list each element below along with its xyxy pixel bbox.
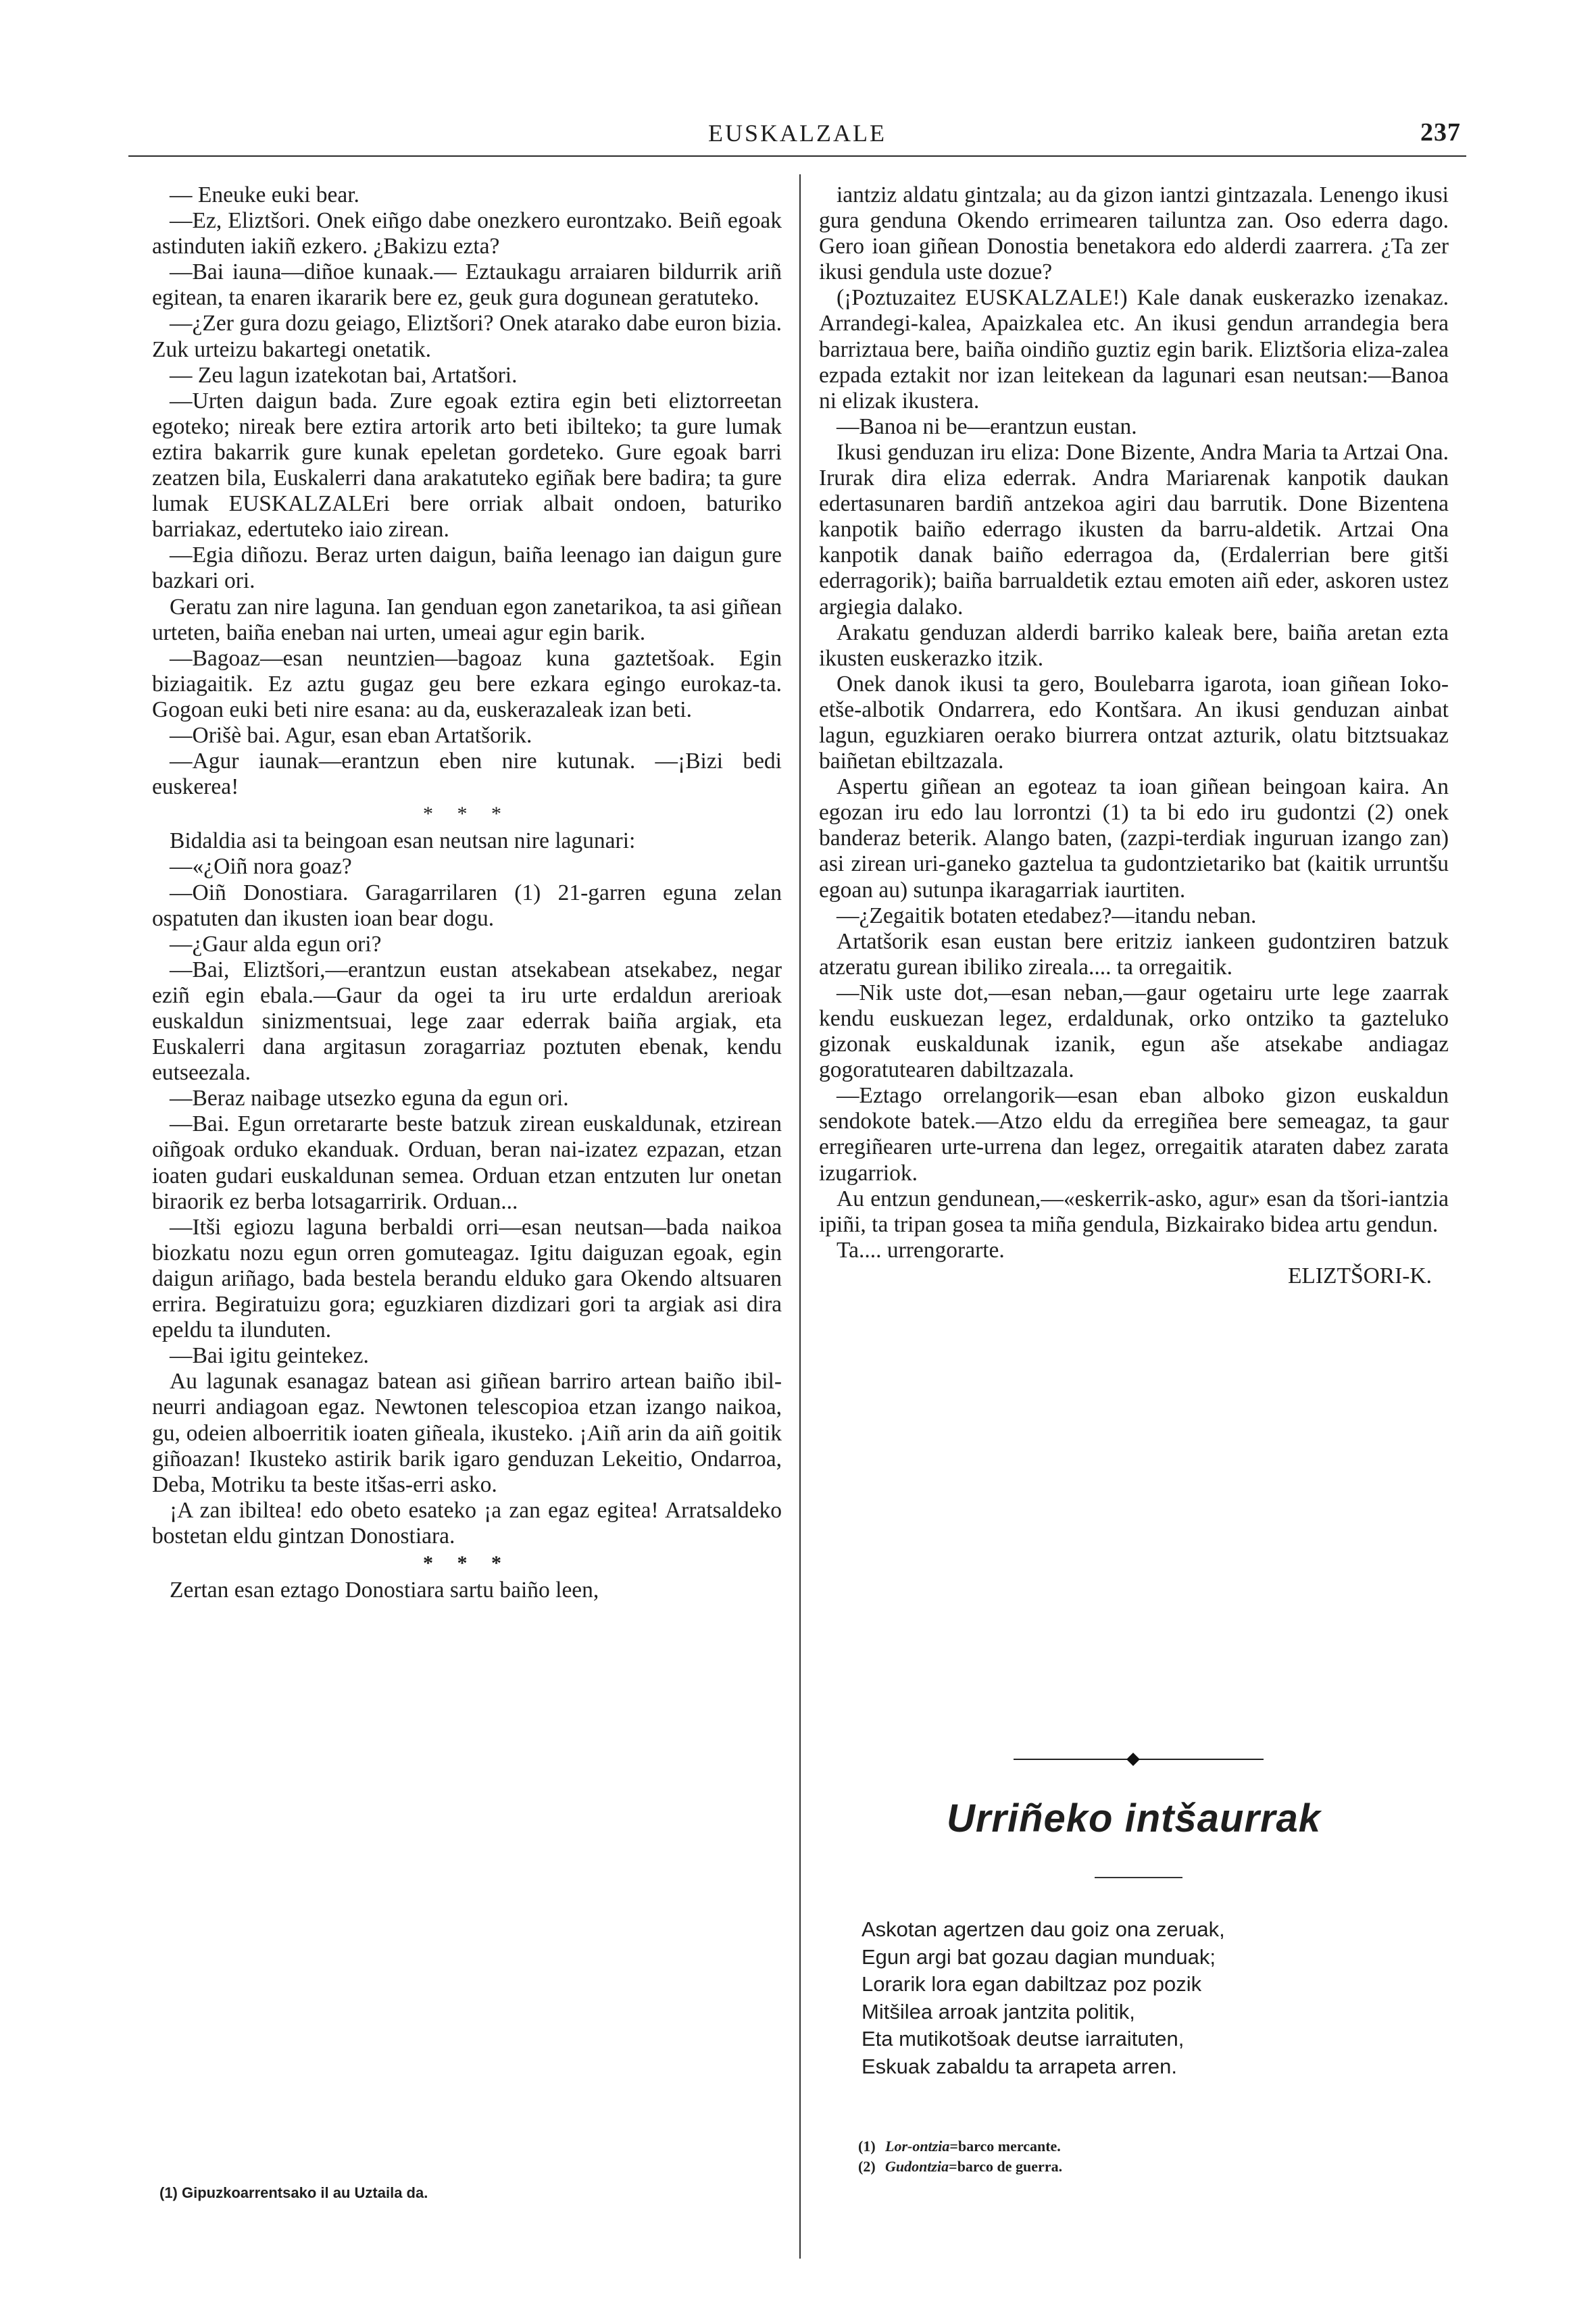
paragraph: —Beraz naibage utsezko eguna da egun ori.	[170, 1086, 569, 1111]
paragraph: —«¿Oiñ nora goaz?	[170, 854, 352, 880]
section-separator: * * *	[423, 1551, 511, 1574]
footnote-term: Lor-ontzia	[885, 2138, 950, 2155]
left-column	[152, 182, 782, 1603]
poem-line: Lorarik lora egan dabiltzaz poz pozik	[862, 1972, 1202, 1996]
paragraph: Onek danok ikusi ta gero, Boulebarra igarota, ioan giñean Ioko-etše-albotik Ondarrera, edo Kontšara. An ikusi genduzan ainbat lagun, eguzkiaren oerako biurrera ontzat azturik, olatu bitztsuakaz baiñetan ebiltzazala.	[819, 671, 1449, 774]
poem-body	[862, 1916, 1449, 2080]
paragraph: Au lagunak esanagaz batean asi giñean barriro artean baiño ibil-neurri andiagoan egaz. Newtonen telescopioa etzan izango naikoa, gu, odeien alboerritik ioaten giñeala, ikusteko. ¡Aiñ arin da aiñ goitik giñoazan! Ikusteko astirik barik igaro genduzan Lekeitio, Ondarroa, Deba, Motriku ta beste itšas-erri asko.	[152, 1369, 782, 1497]
footnote-item	[858, 2157, 1062, 2177]
paragraph: —Nik uste dot,—esan neban,—gaur ogetairu urte lege zaarrak kendu euskuezan legez, erdaldunak, orko ontziko ta gazteluko gizonak euskaldunak izanik, egun aše atsekabe andiagaz gogoratutearen dabiltzazala.	[819, 980, 1449, 1083]
right-column	[819, 182, 1449, 1289]
paragraph: Au entzun gendunean,—«eskerrik-asko, agur» esan da tšori-iantzia ipiñi, ta tripan gosea ta miña gendula, Bizkairako bidea artu gendun.	[819, 1186, 1449, 1237]
paragraph: —Ez, Eliztšori. Onek eiñgo dabe onezkero eurontzako. Beiñ egoak astinduten iakiñ ezkero. ¿Bakizu ezta?	[152, 208, 782, 259]
paragraph: —¿Zegaitik botaten etedabez?—itandu neban.	[837, 903, 1257, 928]
paragraph: Aspertu giñean an egoteaz ta ioan giñean beingoan kaira. An egozan iru edo lau lorrontzi (1) ta bi edo iru gudontzi (2) onek banderaz beterik. Alango baten, (zazpi-terdiak inguruan izango zan) asi zirean uri-ganeko gaztelua ta gudontzietariko bat (kaitik urruntšu egoan au) sutunpa ikaragarriak iaurtiten.	[819, 774, 1449, 903]
column-divider	[799, 174, 801, 2259]
paragraph: —¿Zer gura dozu geiago, Eliztšori? Onek atarako dabe euron bizia. Zuk urteizu bakartegi onetatik.	[152, 311, 782, 362]
section-separator: * * *	[423, 803, 511, 826]
paragraph: —Egia diñozu. Beraz urten daigun, baiña leenago ian daigun gure bazkari ori.	[152, 543, 782, 594]
paragraph: —Bai igitu geintekez.	[170, 1343, 369, 1369]
paragraph: ¡A zan ibiltea! edo obeto esateko ¡a zan egaz egitea! Arratsaldeko bostetan eldu gintzan Donostiara.	[152, 1497, 782, 1549]
footnote-term: Gudontzia	[885, 2158, 949, 2175]
poem-title: Urriñeko intšaurrak	[946, 1796, 1322, 1840]
paragraph: —Bagoaz—esan neuntzien—bagoaz kuna gaztetšoak. Egin biziagaitik. Ez aztu gugaz geu bere ezkara egingo eurokaz-ta. Gogoan euki beti nire esana: au da, euskerazaleak izan beti.	[152, 645, 782, 722]
poem-line: Askotan agertzen dau goiz ona zeruak,	[862, 1917, 1225, 1941]
footnotes-right	[858, 2136, 1062, 2177]
paragraph: —Agur iaunak—erantzun eben nire kutunak. —¡Bizi bedi euskerea!	[152, 749, 782, 800]
footnote-number: (2)	[858, 2158, 876, 2175]
poem-line: Eskuak zabaldu ta arrapeta arren.	[862, 2054, 1177, 2078]
paragraph: —Oiñ Donostiara. Garagarrilaren (1) 21-garren eguna zelan ospatuten dan ikusten ioan bear dogu.	[152, 880, 782, 931]
footnote-item	[858, 2136, 1062, 2157]
page-number: 237	[1420, 118, 1461, 147]
poem-title-rule	[1095, 1877, 1182, 1878]
paragraph: —Bai, Eliztšori,—erantzun eustan atsekabean atsekabez, negar eziñ egin ebala.—Gaur da ogei ta iru urte erdaldun arerioak euskaldun sinizmentsuai, lege zaar ederrak baiña argiak, eta Euskalerri dana argitasun zoragarriaz poztuten ebenak, kendu eutseezala.	[152, 957, 782, 1086]
footnote-definition: =barco mercante.	[949, 2138, 1061, 2155]
paragraph: — Eneuke euki bear.	[170, 182, 359, 207]
paragraph: —Bai iauna—diñoe kunaak.— Eztaukagu arraiaren bildurrik ariñ egitean, ta enaren ikararik bere ez, geuk gura dogunean geratuteko.	[152, 259, 782, 311]
paragraph: — Zeu lagun izatekotan bai, Artatšori.	[170, 362, 518, 388]
paragraph: Arakatu genduzan alderdi barriko kaleak bere, baiña aretan ezta ikusten euskerazko itzik.	[819, 620, 1449, 671]
paragraph: —¿Gaur alda egun ori?	[170, 931, 382, 957]
paragraph: Ta.... urrengorarte.	[837, 1237, 1005, 1263]
paragraph: Zertan esan eztago Donostiara sartu baiño leen,	[170, 1578, 599, 1603]
paragraph: Geratu zan nire laguna. Ian genduan egon zanetarikoa, ta asi giñean urteten, baiña eneban nai urten, umeai agur egin barik.	[152, 594, 782, 645]
paragraph: —Urten daigun bada. Zure egoak eztira egin beti eliztorreetan egoteko; nireak bere eztira artorik arto beti ibilteko; ta gure lumak eztira bakarrik gure kunak epeletan gordeteko. Gure egoak barri zeatzen bila, Euskalerri dana arakatuteko egiñak bere badira; ta gure lumak EUSKALZALEri bere orriak albait ondoen, baturiko barriakaz, edertuteko iaio zirean.	[152, 388, 782, 543]
paragraph: —Orišè bai. Agur, esan eban Artatšorik.	[170, 722, 532, 748]
paragraph: —Bai. Egun orretararte beste batzuk zirean euskaldunak, etzirean oiñgoak orduko ekanduak. Orduan, beran nai-izatez ezpazan, etzan ioaten gudari euskaldunan semea. Orduan etzan entzuten lur onetan biraorik ez berba lotsagarririk. Orduan...	[152, 1111, 782, 1214]
poem-line: Egun argi bat gozau dagian munduak;	[862, 1944, 1216, 1969]
footnote-left: (1) Gipuzkoarrentsako il au Uztaila da.	[159, 2184, 428, 2201]
running-title: EUSKALZALE	[708, 120, 887, 147]
paragraph: Ikusi genduzan iru eliza: Done Bizente, Andra Maria ta Artzai Ona. Irurak dira eliza ederrak. Andra Mariarenak kanpotik daukan edertasunaren bardiñ antzekoa agiri dau barrutik. Done Bizentena kanpotik baiño ederrago ikusten da barru-aldetik. Artzai Ona kanpotik danak baiño ederragoa da, (Erdalerrian bere gitši ederragorik); baiña barrualdetik eztau emoten aiñ eder, askoren ustez argiegia dalako.	[819, 439, 1449, 620]
paragraph: Artatšorik esan eustan bere eritziz iankeen gudontziren batzuk atzeratu gurean ibiliko zireala.... ta orregaitik.	[819, 928, 1449, 980]
ornament-diamond-icon	[1126, 1753, 1140, 1766]
paragraph: (¡Poztuzaitez EUSKALZALE!) Kale danak euskerazko izenakaz. Arrandegi-kalea, Apaizkalea etc. An ikusi gendun arrandegia bera barriztaua bere, baiña oindiño guztiz egin barik. Eliztšoria eliza-zalea ezpada eztakit nor izan leitekean da lagunari esan neutsan:—Banoa ni elizak ikustera.	[819, 285, 1449, 413]
author-signature: ELIZTŠORI-K.	[1287, 1263, 1432, 1288]
paragraph: Bidaldia asi ta beingoan esan neutsan nire lagunari:	[170, 828, 636, 854]
paragraph: —Banoa ni be—erantzun eustan.	[837, 413, 1137, 439]
paragraph: —Itši egiozu laguna berbaldi orri—esan neutsan—bada naikoa biozkatu nozu egun orren gomuteagaz. Igitu daiguzan egoak, egin daigun ariñago, bada bestela berandu elduko gara Okendo altsuaren errira. Begiratuizu gora; eguzkiaren dizdizari gori ta argiak asi dira epeldu ta ilunduten.	[152, 1214, 782, 1343]
paragraph: iantziz aldatu gintzala; au da gizon iantzi gintzazala. Lenengo ikusi gura genduna Okendo errimearen tailuntza zan. Oso ederra dago. Gero ioan giñean Donostia benetakora edo alderdi zaarrera. ¿Ta zer ikusi gendula uste dozue?	[819, 182, 1449, 285]
page-header	[128, 114, 1466, 157]
footnote-definition: =barco de guerra.	[949, 2158, 1063, 2175]
paragraph: —Eztago orrelangorik—esan eban alboko gizon euskaldun sendokote batek.—Atzo eldu da erregiñea bere semeagaz, ta gaur erregiñearen urte-urrena dan legez, orregaitik ataraten dabez zarata izugarriok.	[819, 1083, 1449, 1186]
section-ornament	[1014, 1754, 1264, 1765]
poem-line: Eta mutikotšoak deutse iarraituten,	[862, 2027, 1184, 2051]
footnote-number: (1)	[858, 2138, 876, 2155]
poem-line: Mitšilea arroak jantzita politik,	[862, 1999, 1135, 2023]
